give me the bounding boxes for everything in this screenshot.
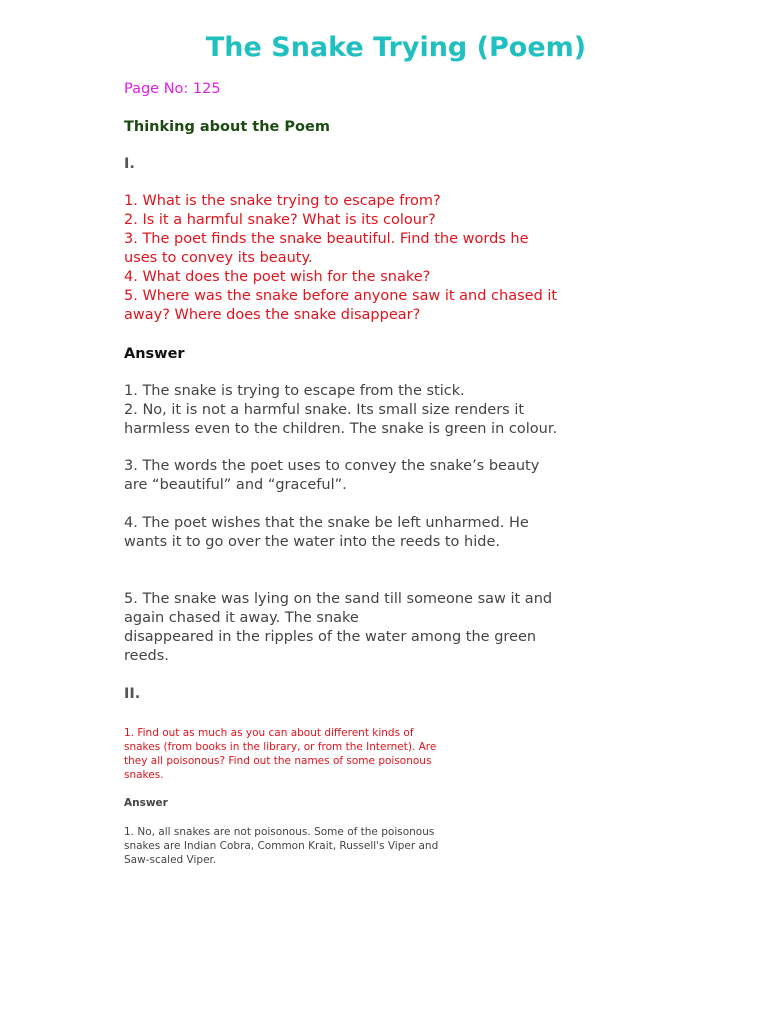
question-line: 5. Where was the snake before anyone saw it and chased it bbox=[124, 288, 558, 304]
question-line: they all poisonous? Find out the names of some poisonous bbox=[124, 755, 432, 767]
answer-line: 2. No, it is not a harmful snake. Its small size renders it bbox=[124, 402, 525, 418]
question-line: 2. Is it a harmful snake? What is its colour? bbox=[124, 212, 436, 228]
answer-line: snakes are Indian Cobra, Common Krait, Russell's Viper and bbox=[124, 840, 439, 852]
page-title: The Snake Trying (Poem) bbox=[205, 32, 587, 63]
answer-line: wants it to go over the water into the reeds to hide. bbox=[124, 534, 500, 550]
answer-line: 5. The snake was lying on the sand till someone saw it and bbox=[124, 591, 553, 607]
answer-block-4 bbox=[124, 514, 664, 552]
answer-line: disappeared in the ripples of the water among the green bbox=[124, 629, 537, 645]
answer-heading: Answer bbox=[124, 346, 185, 362]
answer-block-5 bbox=[124, 590, 664, 666]
answer-line: Saw-scaled Viper. bbox=[124, 854, 217, 866]
part-two-questions bbox=[124, 726, 464, 782]
question-line: snakes. bbox=[124, 769, 164, 781]
question-line: 1. What is the snake trying to escape from? bbox=[124, 193, 441, 209]
part-one-questions bbox=[124, 192, 664, 325]
answer-line: 3. The words the poet uses to convey the snake’s beauty bbox=[124, 458, 540, 474]
question-line: snakes (from books in the library, or from the Internet). Are bbox=[124, 741, 437, 753]
answer-line: are “beautiful” and “graceful”. bbox=[124, 477, 347, 493]
answer-line: 4. The poet wishes that the snake be left unharmed. He bbox=[124, 515, 529, 531]
question-line: away? Where does the snake disappear? bbox=[124, 307, 421, 323]
part-two-label: II. bbox=[124, 686, 141, 702]
question-line: uses to convey its beauty. bbox=[124, 250, 313, 266]
answer-line: reeds. bbox=[124, 648, 169, 664]
answer-block-3 bbox=[124, 457, 664, 495]
question-line: 1. Find out as much as you can about different kinds of bbox=[124, 727, 414, 739]
answer-line: 1. The snake is trying to escape from the stick. bbox=[124, 383, 465, 399]
part-two-answers bbox=[124, 825, 464, 867]
answer-block-1 bbox=[124, 382, 664, 439]
answer-line: harmless even to the children. The snake is green in colour. bbox=[124, 421, 558, 437]
question-line: 4. What does the poet wish for the snake? bbox=[124, 269, 431, 285]
section-heading: Thinking about the Poem bbox=[124, 119, 330, 135]
page-number: Page No: 125 bbox=[124, 81, 221, 97]
part-two-answer-heading: Answer bbox=[124, 797, 168, 809]
question-line: 3. The poet finds the snake beautiful. Find the words he bbox=[124, 231, 529, 247]
part-one-label: I. bbox=[124, 156, 135, 172]
answer-line: again chased it away. The snake bbox=[124, 610, 359, 626]
answer-line: 1. No, all snakes are not poisonous. Some of the poisonous bbox=[124, 826, 435, 838]
